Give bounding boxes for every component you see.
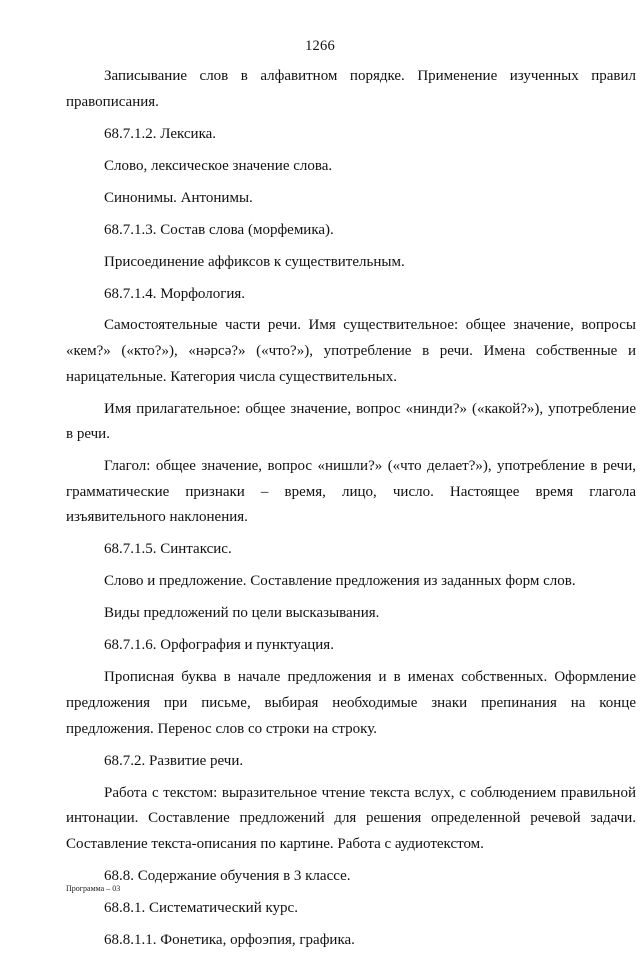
paragraph-adjective: Имя прилагательное: общее значение, вопрос «нинди?» («какой?»), употребление в речи. [66,400,636,443]
paragraph-verb: Глагол: общее значение, вопрос «нишли?» («что делает?»), употребление в речи, грамматические признаки – время, лицо, число. Настоящее время глагола изъявительного наклонения. [66,458,636,526]
paragraph-synonyms: Синонимы. Антонимы. [104,189,253,206]
page-number: 1266 [305,38,335,54]
page-footer: Программа – 03 [66,884,121,893]
section-heading-lexicon: 68.7.1.2. Лексика. [104,125,217,142]
section-heading-morphemics: 68.7.1.3. Состав слова (морфемика). [104,221,334,238]
section-heading-speech-development: 68.7.2. Развитие речи. [104,752,244,769]
page-body [66,64,636,960]
paragraph-sentence-types: Виды предложений по цели высказывания. [104,605,380,622]
section-heading-systematic-course: 68.8.1. Систематический курс. [104,899,298,916]
section-heading-morphology: 68.7.1.4. Морфология. [104,285,246,302]
paragraph-sentence-building: Слово и предложение. Составление предложения из заданных форм слов. [104,573,576,590]
paragraph-alphabetical-order: Записывание слов в алфавитном порядке. Применение изученных правил правописания. [66,68,636,110]
section-heading-grade-3: 68.8. Содержание обучения в 3 классе. [104,867,351,884]
section-heading-phonetics: 68.8.1.1. Фонетика, орфоэпия, графика. [104,931,355,948]
paragraph-noun: Самостоятельные части речи. Имя существительное: общее значение, вопросы «кем?» («кто?»), «нәрсә?» («что?»), употребление в речи. Имена собственные и нарицательные. Категория числа существительных. [66,317,636,385]
paragraph-word-meaning: Слово, лексическое значение слова. [104,157,333,174]
paragraph-affixes: Присоединение аффиксов к существительным. [104,253,405,270]
paragraph-text-work: Работа с текстом: выразительное чтение текста вслух, с соблюдением правильной интонации. Составление предложений для решения определенной речевой задачи. Составление текста-описания по картине. Работа с аудиотекстом. [66,784,636,852]
section-heading-orthography: 68.7.1.6. Орфография и пунктуация. [104,637,334,654]
section-heading-syntax: 68.7.1.5. Синтаксис. [104,541,232,558]
paragraph-capital-letter: Прописная буква в начале предложения и в именах собственных. Оформление предложения при письме, выбирая необходимые знаки препинания на конце предложения. Перенос слов со строки на строку. [66,669,636,737]
